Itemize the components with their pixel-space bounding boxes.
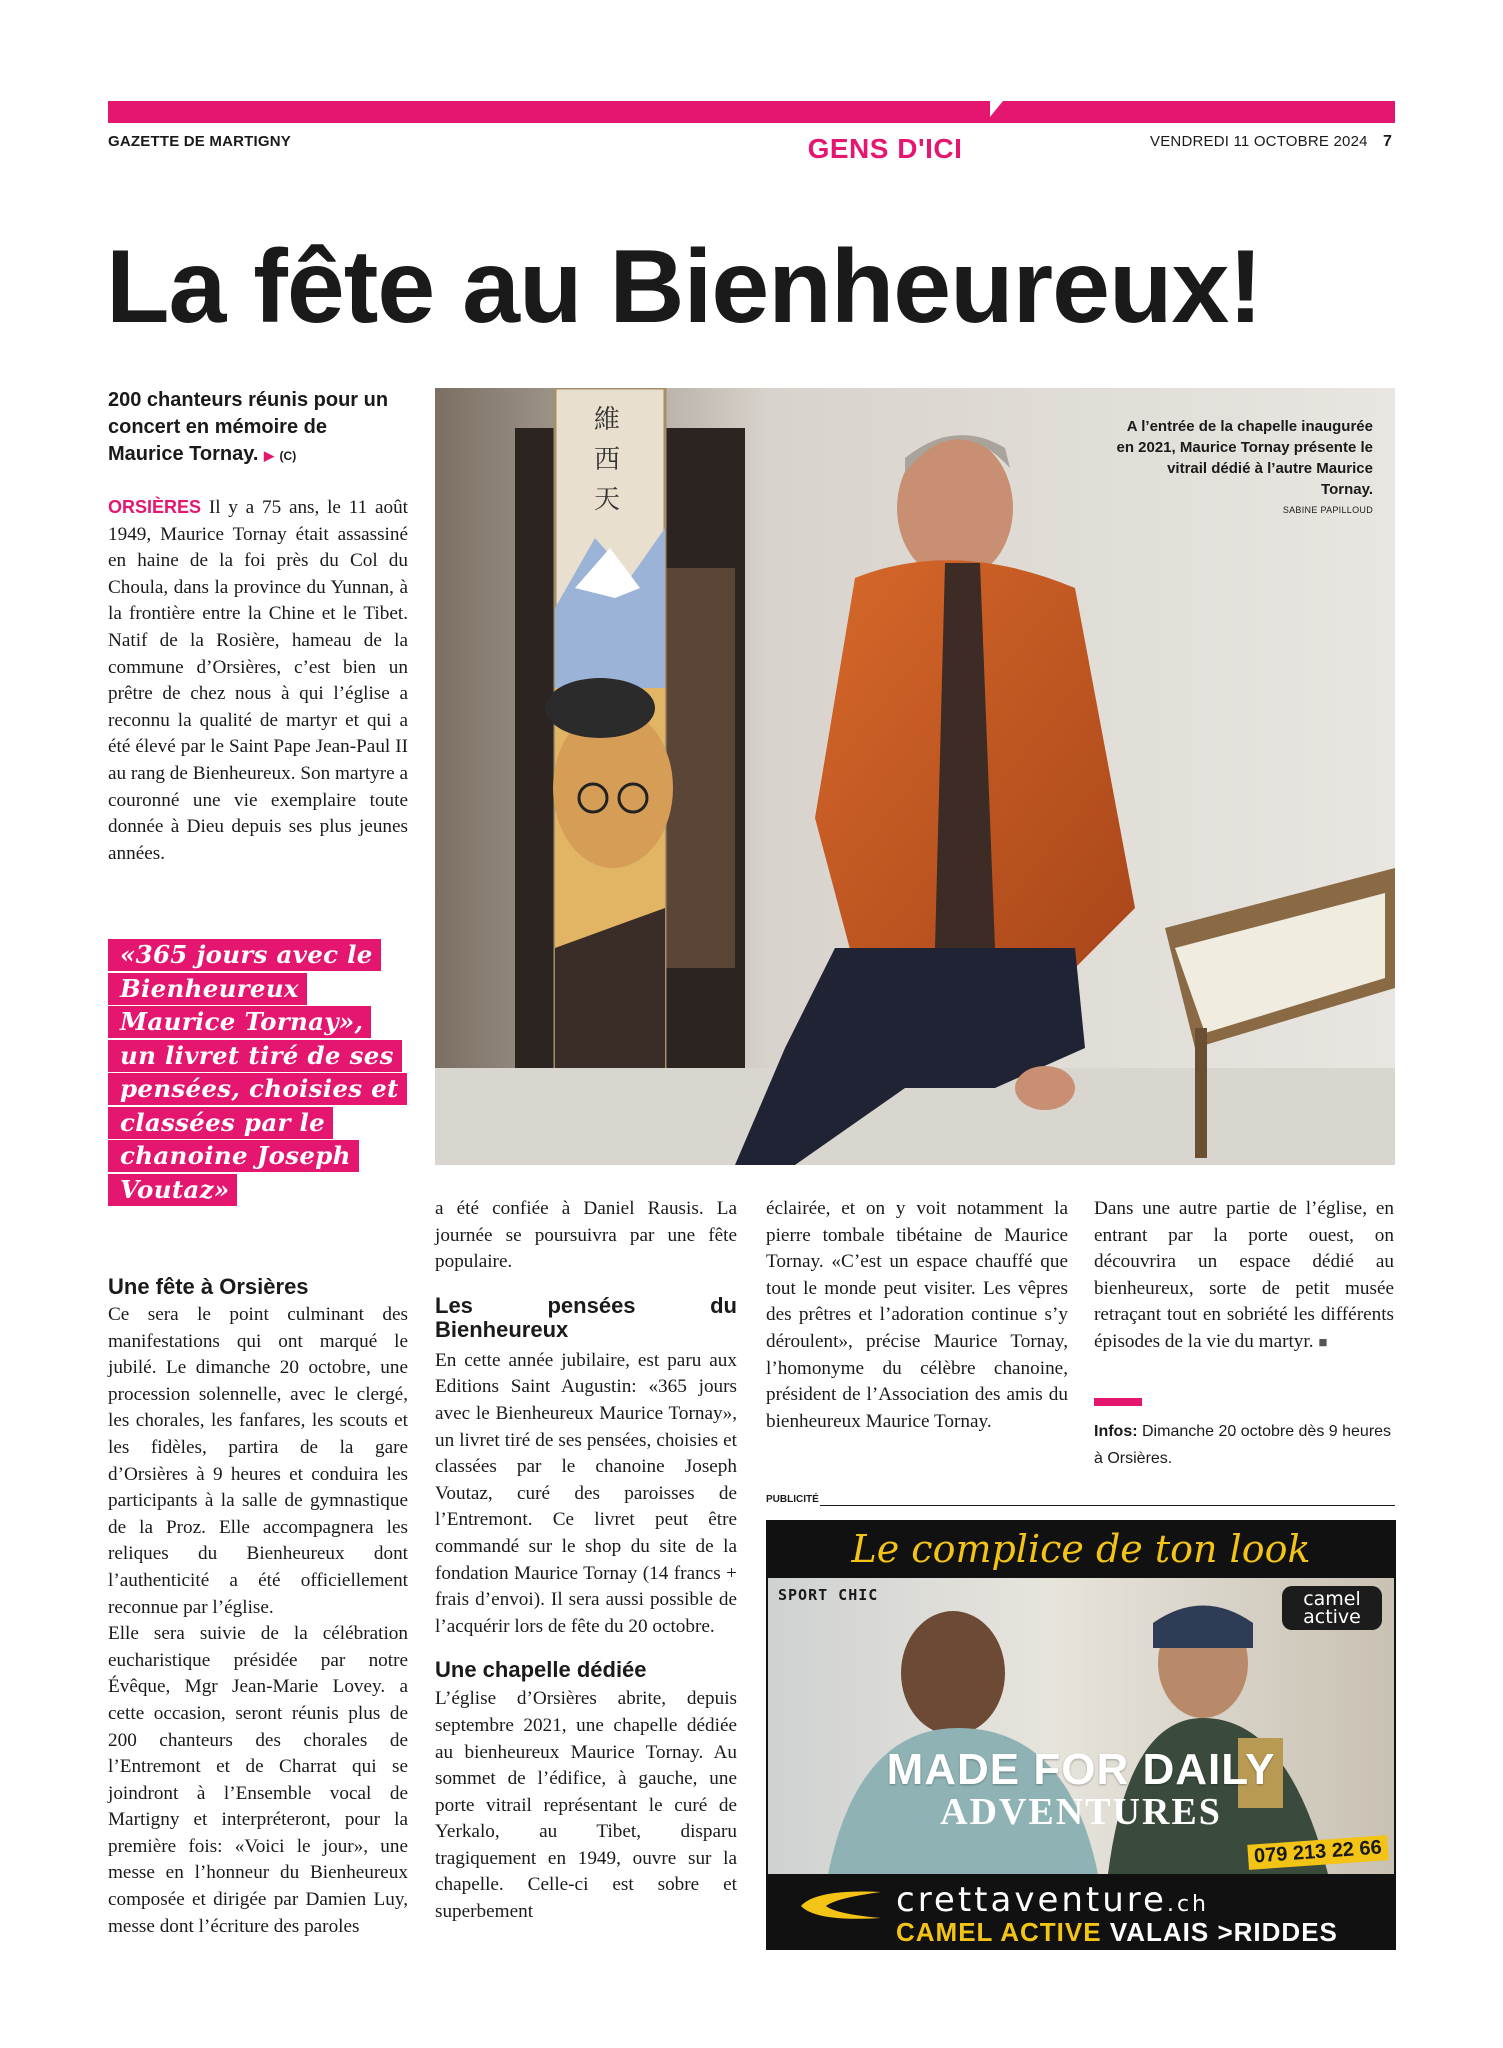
article-photo [435,388,1395,1165]
lead-arrow-icon: ▶ [263,448,274,463]
column4-text: Dans une autre partie de l’église, en entrant par la porte ouest, on découvrira un espace dédié au bienheureux, sorte de petit musée retraçant tout en sobriété les différents épisodes de la vie du martyr. [1094,1198,1394,1352]
ad-slogan: Le complice de ton look [851,1527,1311,1571]
photo-credit: SABINE PAPILLOUD [1282,505,1373,515]
ad-sub-arrow-icon: > [1217,1917,1234,1947]
ad-brand-tld: .ch [1166,1892,1210,1917]
infos-text: Dimanche 20 octobre dès 9 heures à Orsières. [1094,1423,1392,1467]
infos-rule [1094,1398,1142,1406]
section3-paragraph-1: L’église d’Orsières abrite, depuis septembre 2021, une chapelle dédiée au bienheureux Maurice Tornay. Au sommet de l’édifice, à gauche, une porte vitrail représentant le curé de Yerkalo, au Tibet, disparu tragiquement en 1949, ouvre sur la chapelle. Celle-ci est sobre et superbement [435,1688,737,1923]
logo-top-text: camel [1303,1588,1361,1610]
ad-headline-1: MADE FOR DAILY [886,1745,1276,1794]
ad-photo [768,1578,1394,1874]
publication-name: GAZETTE DE MARTIGNY [108,133,291,150]
article-lead [108,387,408,470]
section1-title: Une fête à Orsières [108,1274,309,1299]
svg-text:天: 天 [593,485,621,515]
header-rule-left [108,101,990,123]
issue-date: VENDREDI 11 OCTOBRE 2024 [1150,133,1368,150]
kicker: ORSIÈRES [108,497,202,517]
ad-sub-city: RIDDES [1233,1917,1338,1947]
column2-continued: a été confiée à Daniel Rausis. La journée se poursuivra par une fête populaire. [435,1198,737,1273]
column-4 [1094,1196,1394,1357]
infos-box [1094,1418,1394,1472]
photo-caption [1113,416,1373,521]
crettaventure-logo-icon [796,1884,886,1924]
lead-text: 200 chanteurs réunis pour un concert en mémoire de Maurice Tornay. [108,389,389,465]
end-mark-icon: ■ [1318,1334,1328,1351]
svg-text:西: 西 [593,445,621,475]
logo-bottom-text: active [1303,1606,1361,1628]
ad-label: PUBLICITÉ [766,1494,819,1505]
ad-phone[interactable]: 079 213 22 66 [1247,1835,1388,1870]
advertisement[interactable] [766,1520,1396,1950]
intro-text: Il y a 75 ans, le 11 août 1949, Maurice Tornay était assassiné en haine de la foi près du Col du Choula, dans la province du Yunnan, à la frontière entre la Chine et le Tibet. Natif de la Rosière, hameau de la commune d’Orsières, c’est bien un prêtre de chez nous à qui l’église a reconnu la qualité de martyr et qui a été élevé par le Saint Pape Jean-Paul II au rang de Bienheureux. Son martyre a couronné une vie exemplaire toute donnée à Dieu depuis ses plus jeunes années. [108,497,409,864]
header-rule-notch [985,101,1003,123]
ad-brand-sub [896,1918,1338,1946]
camel-active-logo [1282,1586,1382,1630]
section2-title: Les pensées du Bienheureux [435,1292,737,1342]
lead-credit: (C) [279,449,297,463]
rubric-title: GENS D'ICI [807,133,963,164]
photo-caption-text: A l’entrée de la chapelle inaugurée en 2021, Maurice Tornay présente le vitrail dédié à l’autre Maurice Tornay. [1116,418,1373,498]
ad-tag: SPORT CHIC [778,1586,879,1604]
ad-label-rule [820,1505,1395,1506]
column-2 [435,1196,737,1926]
column-3 [766,1196,1068,1435]
pull-quote-text: «365 jours avec le Bienheureux Maurice Tornay», un livret tiré de ses pensées, choisies et classées par le chanoine Joseph Voutaz» [108,939,407,1206]
section1-paragraph-2: Elle sera suivie de la célébration eucharistique présidée par notre Évêque, Mgr Jean-Marie Lovey. a cette occasion, seront réunis plus de 200 chanteurs des chorales de l’Entremont et de Charrat qui se joindront à l’Ensemble vocal de Martigny et interpréteront, pour la première fois: «Voici le jour», une messe en l’honneur du Bienheureux composée et dirigée par Damien Luy, messe dont l’écriture des paroles [108,1623,408,1937]
page-number: 7 [1383,133,1393,150]
ad-sub-brand: CAMEL ACTIVE [896,1917,1102,1947]
pull-quote [108,938,408,1206]
section2-paragraph-1: En cette année jubilaire, est paru aux Editions Saint Augustin: «365 jours avec le Bienheureux Maurice Tornay», un livret tiré de ses pensées, choisies et classées par le chanoine Joseph Voutaz, curé des paroisses de l’Entremont. Ce livret peut être commandé sur le shop du site de la fondation Maurice Tornay (14 francs + frais d’envoi). Il sera aussi possible de l’acquérir lors de fête du 20 octobre. [435,1349,737,1637]
section3-title: Une chapelle dédiée [435,1657,647,1683]
ad-sub-region: VALAIS [1109,1917,1210,1947]
article-intro [108,494,408,867]
ad-brand-name: crettaventure [896,1880,1167,1920]
header-rule-right [1003,101,1395,123]
section1-paragraph-1: Ce sera le point culminant des manifestations qui ont marqué le jubilé. Le dimanche 20 octobre, une procession solennelle, avec le clergé, les chorales, les fanfares, les scouts et les fidèles, partira de la gare d’Orsières à 9 heures et conduira les participants à la salle de gymnastique de la Proz. Elle accompagnera les reliques du Bienheureux dont l’authenticité a été officiellement reconnue par l’église. [108,1304,408,1618]
section-une-fete [108,1275,408,1940]
svg-text:維: 維 [593,405,621,435]
infos-label: Infos: [1094,1423,1138,1440]
ad-headline-2: ADVENTURES [940,1791,1222,1833]
article-headline: La fête au Bienheureux! [106,229,1262,345]
column3-text: éclairée, et on y voit notamment la pierre tombale tibétaine de Maurice Tornay. «C’est un espace chauffé que tout le monde peut visiter. Les vêpres des prêtres et l’adoration continue s’y déroulent», précise Maurice Tornay, l’homonyme du célèbre chanoine, président de l’Association des amis du bienheureux Maurice Tornay. [766,1198,1068,1432]
